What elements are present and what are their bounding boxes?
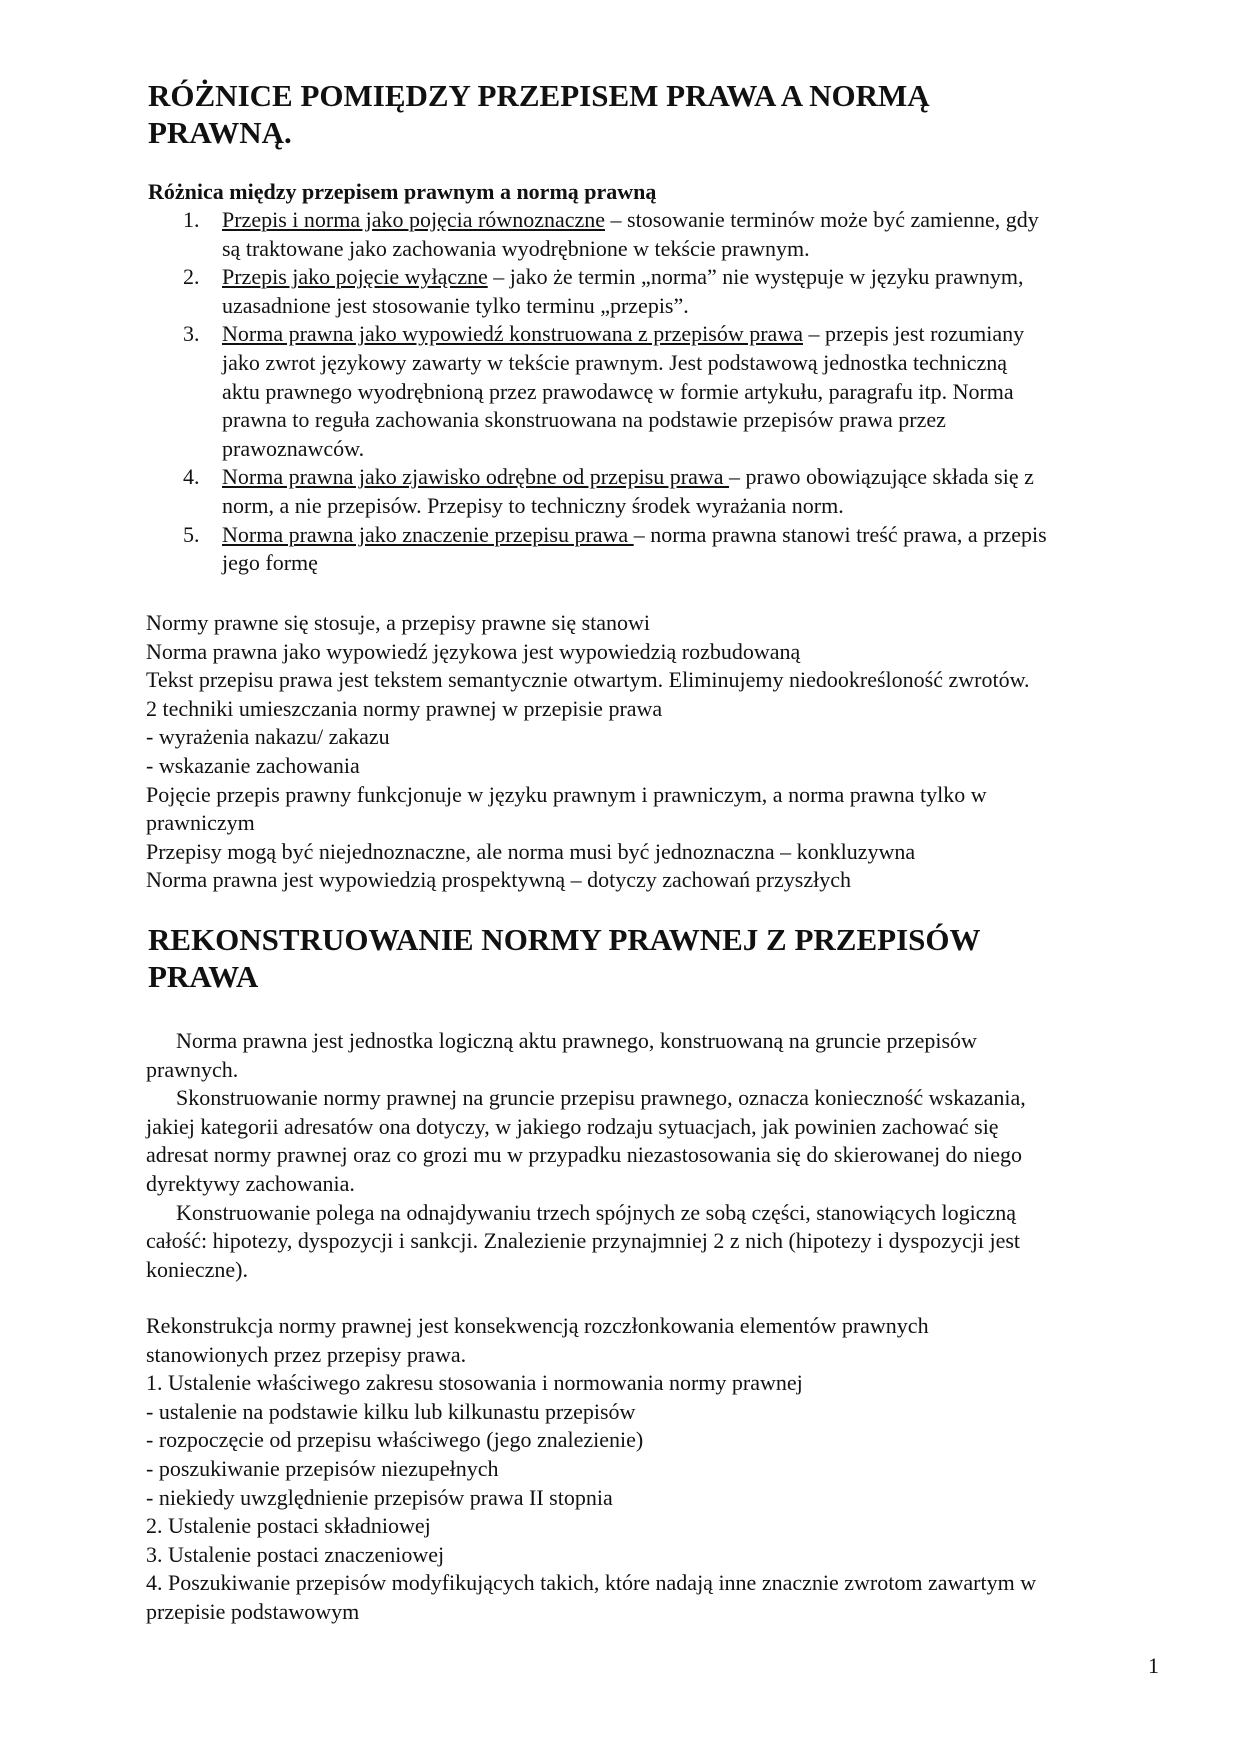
note-line: Tekst przepisu prawa jest tekstem semantycznie otwartym. Eliminujemy niedookreśloność zwrotów. — [146, 667, 1030, 693]
list-item-text: – przepis jest rozumiany — [802, 321, 1025, 347]
list-item-text: – norma prawna stanowi treść prawa, a przepis — [633, 521, 1047, 547]
list-item-line — [222, 521, 1047, 549]
note-line: Norma prawna jest wypowiedzią prospektywną – dotyczy zachowań przyszłych — [146, 867, 851, 893]
list-item-text: – jako że termin „norma” nie występuje w języku prawnym, — [487, 264, 1024, 290]
note-line: Normy prawne się stosuje, a przepisy prawne się stanowi — [146, 610, 651, 635]
paragraph-line: jakiej kategorii adresatów ona dotyczy, w jakiego rodzaju sytuacjach, jak powinien zachować się — [146, 1113, 999, 1139]
list-item-line — [222, 463, 1034, 491]
list-item-term: Norma prawna jako zjawisko odrębne od przepisu prawa — [222, 464, 730, 490]
section-title: RÓŻNICE POMIĘDZY PRZEPISEM PRAWA A NORMĄ — [148, 78, 930, 113]
list-item-text: są traktowane jako zachowania wyodrębnione w tekście prawnym. — [222, 235, 810, 261]
list-number: 4. — [183, 464, 200, 490]
list-item-text: – prawo obowiązujące składa się z — [729, 464, 1034, 490]
paragraph-line: Konstruowanie polega na odnajdywaniu trzech spójnych ze sobą części, stanowiących logiczną — [176, 1199, 1016, 1225]
list-item-text: prawoznawców. — [222, 435, 365, 461]
list-item-text: aktu prawnego wyodrębnioną przez prawodawcę w formie artykułu, paragrafu itp. Norma — [222, 378, 1014, 404]
note-line: Pojęcie przepis prawny funkcjonuje w języku prawnym i prawniczym, a norma prawna tylko w — [146, 781, 987, 807]
paragraph-line: Norma prawna jest jednostka logiczną aktu prawnego, konstruowaną na gruncie przepisów — [176, 1028, 977, 1053]
section-title: REKONSTRUOWANIE NORMY PRAWNEJ Z PRZEPISÓW — [148, 922, 981, 957]
list-number: 1. — [183, 207, 200, 232]
list-item-line — [222, 292, 689, 320]
section-title: PRAWA — [148, 959, 259, 994]
step-line: przepisie podstawowym — [146, 1599, 360, 1624]
list-item-line — [222, 235, 810, 263]
list-item-text: prawna to reguła zachowania skonstruowana na podstawie przepisów prawa przez — [222, 407, 946, 433]
note-line: - wyrażenia nakazu/ zakazu — [146, 724, 390, 750]
list-item-text: norm, a nie przepisów. Przepisy to techniczny środek wyrażania norm. — [222, 493, 844, 518]
step-line: - ustalenie na podstawie kilku lub kilkunastu przepisów — [146, 1398, 636, 1424]
paragraph-line: całość: hipotezy, dyspozycji i sankcji. Znalezienie przynajmniej 2 z nich (hipotezy i dyspozycji jest — [146, 1228, 1021, 1254]
step-line: 2. Ustalenie postaci składniowej — [146, 1513, 431, 1539]
step-line: 3. Ustalenie postaci znaczeniowej — [146, 1541, 445, 1567]
paragraph-line: prawnych. — [146, 1056, 239, 1082]
step-line: 4. Poszukiwanie przepisów modyfikujących takich, które nadają inne znacznie zwrotom zawartym w — [146, 1570, 1037, 1596]
list-item-text: jego formę — [222, 550, 318, 576]
step-line: - niekiedy uwzględnienie przepisów prawa II stopnia — [146, 1484, 613, 1510]
list-item-term: Przepis i norma jako pojęcia równoznaczne — [222, 207, 606, 232]
paragraph-line: konieczne). — [146, 1256, 248, 1282]
paragraph-line: adresat normy prawnej oraz co grozi mu w przypadku niezastosowania się do skierowanej do niego — [146, 1142, 1023, 1168]
list-item-line — [222, 378, 1014, 406]
list-item-text: jako zwrot językowy zawarty w tekście prawnym. Jest podstawową jednostka techniczną — [222, 350, 1008, 375]
note-line: - wskazanie zachowania — [146, 753, 360, 778]
list-item-line — [222, 492, 844, 520]
list-item-line — [222, 406, 946, 434]
list-item-line — [222, 320, 1024, 348]
note-line: Norma prawna jako wypowiedź językowa jest wypowiedzią rozbudowaną — [146, 638, 801, 664]
list-item-line — [222, 349, 1007, 377]
list-item-text: – stosowanie terminów może być zamienne, gdy — [605, 207, 1039, 232]
step-line: - poszukiwanie przepisów niezupełnych — [146, 1456, 499, 1481]
list-item-line — [222, 206, 1039, 234]
step-line: Rekonstrukcja normy prawnej jest konsekwencją rozczłonkowania elementów prawnych — [146, 1313, 929, 1338]
page-number: 1 — [1148, 1653, 1159, 1678]
subheading: Różnica między przepisem prawnym a normą prawną — [148, 179, 657, 204]
list-number: 2. — [183, 264, 200, 290]
step-line: 1. Ustalenie właściwego zakresu stosowania i normowania normy prawnej — [146, 1370, 803, 1396]
note-line: prawniczym — [146, 810, 255, 836]
list-item-line — [222, 263, 1024, 291]
note-line: Przepisy mogą być niejednoznaczne, ale norma musi być jednoznaczna – konkluzywna — [146, 838, 916, 864]
step-line: stanowionych przez przepisy prawa. — [146, 1341, 467, 1367]
note-line: 2 techniki umieszczania normy prawnej w przepisie prawa — [146, 695, 663, 721]
list-number: 3. — [183, 321, 200, 347]
list-item-line — [222, 435, 364, 463]
paragraph-line: Skonstruowanie normy prawnej na gruncie przepisu prawnego, oznacza konieczność wskazania, — [176, 1085, 1026, 1111]
list-item-term: Norma prawna jako znaczenie przepisu prawa — [222, 521, 634, 547]
list-item-line — [222, 549, 318, 577]
section-title: PRAWNĄ. — [148, 115, 292, 150]
step-line: - rozpoczęcie od przepisu właściwego (jego znalezienie) — [146, 1427, 644, 1453]
list-item-text: uzasadnione jest stosowanie tylko terminu „przepis”. — [222, 292, 689, 318]
list-number: 5. — [183, 521, 200, 547]
list-item-term: Przepis jako pojęcie wyłączne — [222, 264, 488, 290]
paragraph-line: dyrektywy zachowania. — [146, 1171, 355, 1196]
list-item-term: Norma prawna jako wypowiedź konstruowana z przepisów prawa — [222, 321, 803, 347]
